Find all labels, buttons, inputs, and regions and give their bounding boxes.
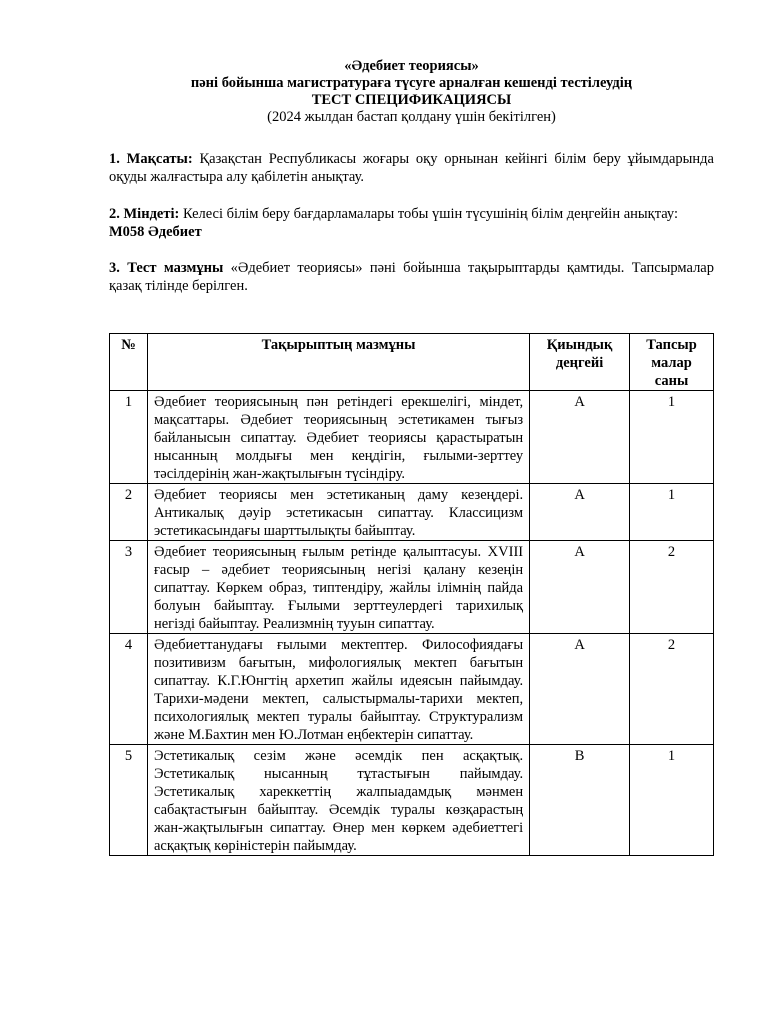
section-task (109, 205, 714, 241)
section-task-text: Келесі білім беру бағдарламалары тобы үшін түсушінің білім деңгейін анықтау: (179, 206, 678, 222)
row-difficulty: B (530, 745, 630, 856)
header-difficulty: Қиындық деңгейі (530, 334, 630, 391)
row-task-count: 2 (630, 634, 714, 745)
row-number: 5 (110, 745, 148, 856)
row-number: 2 (110, 484, 148, 541)
section-task-label: 2. Міндеті: (109, 206, 180, 222)
row-task-count: 1 (630, 391, 714, 484)
table-row (110, 541, 714, 634)
header-number: № (110, 334, 148, 391)
row-difficulty: A (530, 541, 630, 634)
section-purpose-label: 1. Мақсаты: (109, 151, 193, 167)
table-row (110, 634, 714, 745)
row-topic: Әдебиеттанудағы ғылыми мектептер. Философиядағы позитивизм бағытын, мифологиялық мектеп бағытын сипаттау. К.Г.Юнгтің архетип жайлы идеясын пайымдау. Тарихи-мәдени мектеп, салыстырмалы-тарихи мектеп, психологиялық мектеп туралы байыптау. Структурализм және М.Бахтин мен Ю.Лотман еңбектерін сипаттау. (147, 634, 529, 745)
table-row (110, 391, 714, 484)
row-task-count: 1 (630, 484, 714, 541)
row-number: 3 (110, 541, 148, 634)
program-code: М058 Әдебиет (109, 224, 202, 240)
section-content-text: «Әдебиет теориясы» пәні бойынша тақырыптарды қамтиды. Тапсырмалар қазақ тілінде берілген. (109, 260, 714, 294)
table-row (110, 484, 714, 541)
table-row (110, 745, 714, 856)
section-purpose-text: Қазақстан Республикасы жоғары оқу орнынан кейінгі білім беру ұйымдарында оқуды жалғастыра алу қабілетін анықтау. (109, 151, 714, 185)
document-page (109, 58, 714, 295)
subject-title: «Әдебиет теориясы» (344, 58, 479, 74)
section-purpose (109, 150, 714, 186)
row-topic: Әдебиет теориясы мен эстетиканың даму кезеңдері. Антикалық дәуір эстетикасын сипаттау. Классицизм эстетикасындағы шарттылықты байыптау. (147, 484, 529, 541)
row-topic: Әдебиет теориясының ғылым ретінде қалыптасуы. XVIII ғасыр – әдебиет теориясының негізі қалану кезеңін сипаттау. Көркем образ, типтендіру, жайлы ілімнің пайда болуын байыптау. Ғылыми зерттеулердегі тарихилық негізді байыптау. Реализмнің тууын сипаттау. (147, 541, 529, 634)
document-title: ТЕСТ СПЕЦИФИКАЦИЯСЫ (311, 92, 512, 108)
header-topic: Тақырыптың мазмұны (147, 334, 529, 391)
section-content (109, 259, 714, 295)
table-header-row (110, 334, 714, 391)
header-task-count: Тапсыр малар саны (630, 334, 714, 391)
document-header (109, 58, 714, 126)
header-subtitle: пәні бойынша магистратураға түсуге арналған кешенді тестілеудің (190, 75, 633, 91)
specification-table (109, 333, 714, 856)
approval-note: (2024 жылдан бастап қолдану үшін бекітілген) (267, 109, 556, 125)
row-task-count: 2 (630, 541, 714, 634)
row-difficulty: A (530, 634, 630, 745)
row-topic: Әдебиет теориясының пән ретіндегі ерекшелігі, міндет, мақсаттары. Әдебиет теориясының эстетикамен тығыз байланысын сипаттау. Әдебиет теориясы қарастыратын нысанның молдығы мен кеңдігін, ғылыми-зерттеу тәсілдерінің жан-жақтылығын түсіндіру. (147, 391, 529, 484)
row-difficulty: A (530, 391, 630, 484)
row-topic: Эстетикалық сезім және әсемдік пен асқақтық. Эстетикалық нысанның тұтастығын пайымдау. Эстетикалық хареккеттің жалпыадамдық мәнмен сабақтастығын байыптау. Әсемдік туралы көзқарастың жан-жақтылығын сипаттау. Өнер мен көркем әдебиеттегі асқақтық көріністерін пайымдау. (147, 745, 529, 856)
row-difficulty: A (530, 484, 630, 541)
row-number: 4 (110, 634, 148, 745)
row-task-count: 1 (630, 745, 714, 856)
section-content-label: 3. Тест мазмұны (109, 260, 224, 276)
row-number: 1 (110, 391, 148, 484)
